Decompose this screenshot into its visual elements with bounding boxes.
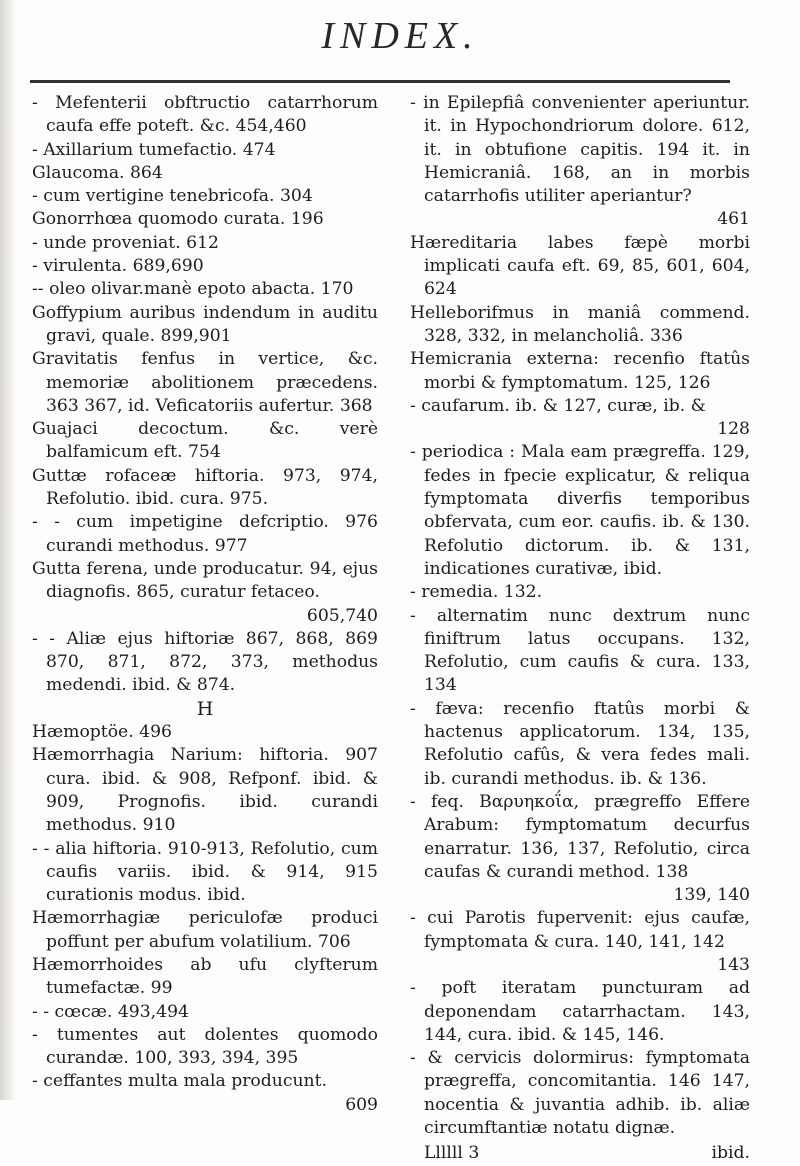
index-entry xyxy=(32,1070,378,1093)
index-column-left xyxy=(32,92,378,1117)
index-entry-text: -- oleo olivar.manè epoto abacta. 170 xyxy=(32,279,354,300)
index-entry-text: - tumentes aut dolentes quomodo curandæ. 100, 393, 394, 395 xyxy=(32,1024,378,1069)
index-entry-text: Hæmorrhoides ab ufu clyfterum tumefactæ. 99 xyxy=(32,954,378,999)
index-entry-text: 461 xyxy=(717,209,750,230)
index-entry-text: - Axillarium tumefactio. 474 xyxy=(32,139,276,160)
index-entry-text: Hemicrania externa: recenfio ftatûs morbi & fymptomatum. 125, 126 xyxy=(410,349,750,393)
index-entry-text: Hæmorrhagia Narium: hiftoria. 907 cura. ibid. & 908, Refponf. ibid. & 909, Prognofis. ibid. curandi methodus. 910 xyxy=(32,745,378,836)
index-entry xyxy=(32,721,378,744)
index-entry-text: 609 xyxy=(345,1094,378,1115)
index-entry-text: - Mefenterii obftructio catarrhorum caufa effe poteft. &c. 454,460 xyxy=(32,93,378,137)
index-entry-text: - - alia hiftoria. 910-913, Refolutio, cum caufis variis. ibid. & 914, 915 curationis modus. ibid. xyxy=(32,838,378,906)
index-entry xyxy=(32,92,378,139)
index-entry xyxy=(410,698,750,791)
index-entry xyxy=(410,1047,750,1140)
index-entry-text: Hæmorrhagiæ periculofæ produci poffunt per abufum volatilium. 706 xyxy=(32,908,378,952)
index-entry-text: - periodica : Mala eam prægreffa. 129, fedes in fpecie explicatur, & reliqua fymptomata diverfis temporibus obfervata, cum eor. caufis. ib. & 130. Refolutio dictorum. ib. & 131, indicationes curativæ, ibid. xyxy=(410,442,750,579)
index-entry xyxy=(32,698,378,721)
index-entry-text: 143 xyxy=(717,954,750,975)
index-entry-text: - alternatim nunc dextrum nunc finiftrum latus occupans. 132, Refolutio, cum caufis & cura. 133, 134 xyxy=(410,605,750,696)
index-entry-text: - & cervicis dolormirus: fymptomata prægreffa, concomitantia. 146 147, nocentia & juvantia adhib. ib. aliæ circumftantiæ notatu dignæ. xyxy=(410,1048,750,1139)
index-entry-text: - cui Parotis fupervenit: ejus caufæ, fymptomata & cura. 140, 141, 142 xyxy=(410,908,750,952)
index-entry xyxy=(32,278,378,301)
index-entry-text: - virulenta. 689,690 xyxy=(32,256,204,277)
index-entry xyxy=(32,348,378,418)
index-entry-text: - - Aliæ ejus hiftoriæ 867, 868, 869 870, 871, 872, 373, methodus medendi. ibid. & 874. xyxy=(32,628,378,696)
index-entry-text: - caufarum. ib. & 127, curæ, ib. & xyxy=(410,395,706,416)
index-entry-text: - in Epilepfiâ convenienter aperiuntur. it. in Hypochondriorum dolore. 612, it. in obtufione capitis. 194 it. in Hemicraniâ. 168, an in morbis catarrhofis utiliter aperiantur? xyxy=(410,93,750,207)
index-entry xyxy=(410,907,750,954)
index-entry xyxy=(32,302,378,349)
index-entry xyxy=(410,884,750,907)
index-entry xyxy=(410,418,750,441)
index-entry xyxy=(32,139,378,162)
index-entry-text: - remedia. 132. xyxy=(410,582,543,603)
index-entry-text: Gonorrhœa quomodo curata. 196 xyxy=(32,209,324,230)
index-entry xyxy=(410,232,750,302)
index-entry xyxy=(410,92,750,208)
index-entry-text: - feq. Βαρυηκοΐα, prægreffo Effere Arabum: fymptomatum decurfus enarratur. 136, 137, Refolutio, circa caufas & curandi method. 138 xyxy=(410,791,750,882)
index-entry-text: 605,740 xyxy=(306,605,378,626)
index-entry xyxy=(410,302,750,349)
index-entry xyxy=(32,838,378,908)
index-entry xyxy=(32,628,378,698)
header-rule xyxy=(30,80,730,83)
index-entry xyxy=(410,581,750,604)
index-entry-text: Gravitatis fenfus in vertice, &c. memoriæ abolitionem præcedens. 363 367, id. Veficatoriis aufertur. 368 xyxy=(32,349,378,416)
index-entry-text: - fæva: recenfio ftatûs morbi & hactenus applicatorum. 134, 135, Refolutio cafûs, & vera fedes mali. ib. curandi methodus. ib. & 136. xyxy=(410,698,750,789)
index-entry xyxy=(32,558,378,605)
index-entry-text: Goffypium auribus indendum in auditu gravi, quale. 899,901 xyxy=(32,302,378,346)
index-entry-text: H xyxy=(196,697,214,720)
index-entry xyxy=(410,348,750,395)
index-entry xyxy=(32,1094,378,1117)
signature-mark: Llllll 3 xyxy=(424,1143,480,1164)
index-entry-text: Gutta ferena, unde producatur. 94, ejus diagnofis. 865, curatur fetaceo. xyxy=(32,558,378,603)
index-entry xyxy=(410,605,750,698)
index-entry-text: Hæreditaria labes fæpè morbi implicati caufa eft. 69, 85, 601, 604, 624 xyxy=(410,232,750,300)
index-entry-text: Guajaci decoctum. &c. verè balfamicum eft. 754 xyxy=(32,419,378,463)
index-entry xyxy=(410,208,750,231)
index-entry xyxy=(410,954,750,977)
index-entry xyxy=(32,954,378,1001)
index-entry-text: - ceffantes multa mala producunt. xyxy=(32,1071,327,1092)
index-entry xyxy=(32,208,378,231)
index-column-right xyxy=(410,92,750,1166)
catchword: ibid. xyxy=(711,1143,750,1164)
index-entry-text: Glaucoma. 864 xyxy=(32,162,163,183)
index-entry xyxy=(32,907,378,954)
index-entry-text: 128 xyxy=(717,419,750,440)
index-entry-text: - - cœcæ. 493,494 xyxy=(32,1001,189,1022)
index-entry-text: 139, 140 xyxy=(673,885,750,906)
index-entry xyxy=(410,791,750,884)
index-entry-text: - unde proveniat. 612 xyxy=(32,232,219,253)
index-entry xyxy=(32,744,378,837)
index-entry xyxy=(32,511,378,558)
index-entry-text: Hæmoptöe. 496 xyxy=(32,722,172,743)
index-entry xyxy=(32,232,378,255)
index-entry xyxy=(410,441,750,581)
index-entry xyxy=(32,255,378,278)
index-entry xyxy=(32,605,378,628)
index-entry xyxy=(32,1024,378,1071)
index-entry-text: - - cum impetigine defcriptio. 976 curandi methodus. 977 xyxy=(32,512,378,556)
index-entry-text: - poft iteratam punctuıram ad deponendam catarrhactam. 143, 144, cura. ibid. & 145, 146. xyxy=(410,978,750,1045)
right-column-entries xyxy=(410,92,750,1140)
index-entry xyxy=(32,418,378,465)
page-gutter xyxy=(0,0,16,1100)
index-entry xyxy=(32,465,378,512)
index-entry-text: Guttæ rofaceæ hiftoria. 973, 974, Refolutio. ibid. cura. 975. xyxy=(32,465,378,510)
index-entry-text: - cum vertigine tenebricofa. 304 xyxy=(32,186,313,207)
index-entry-text: Helleborifmus in maniâ commend. 328, 332, in melancholiâ. 336 xyxy=(410,302,750,346)
index-entry xyxy=(410,395,750,418)
index-entry xyxy=(32,1001,378,1024)
index-entry xyxy=(32,185,378,208)
index-entry xyxy=(410,977,750,1047)
index-entry xyxy=(32,162,378,185)
page-footer xyxy=(410,1142,750,1165)
page-header: INDEX. xyxy=(321,15,479,57)
